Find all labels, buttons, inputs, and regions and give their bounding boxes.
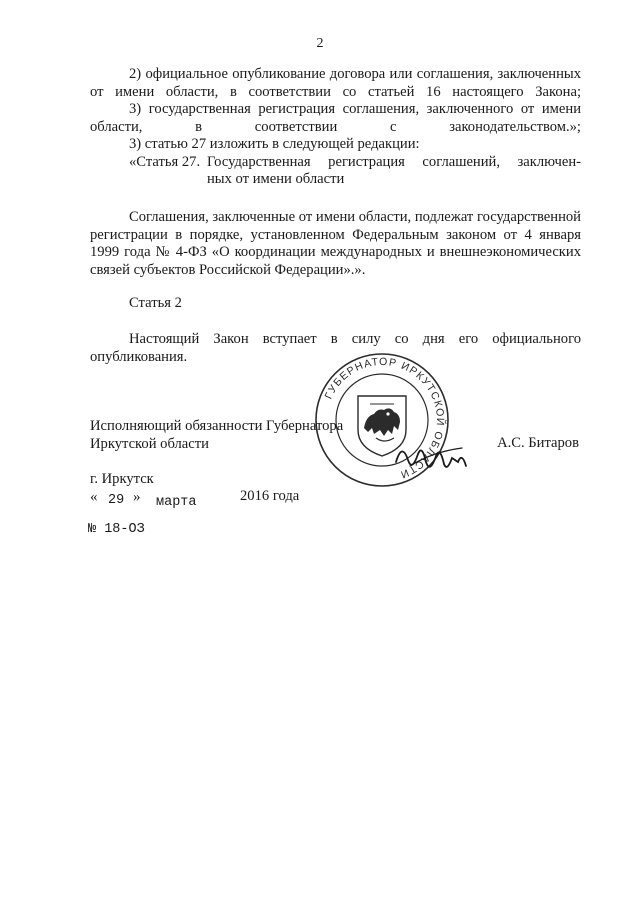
amendment-list [90,66,581,189]
article27-body-block [90,209,581,279]
handwritten-signature [392,432,472,480]
law-number: № 18-ОЗ [88,522,145,537]
signatory-position [90,418,343,453]
date-open-quote: « [90,489,98,505]
place-of-signing: г. Иркутск [90,471,154,487]
signatory-position-line1: Исполняющий обязанности Губернатора [90,418,344,434]
signatory-name: А.С. Битаров [497,435,579,451]
article27-title-line1: Государственная регистрация соглашений, заключен- [207,153,581,170]
date-close-quote: » [133,489,141,505]
article27-title-line2: ных от имени области [207,171,345,187]
article27-label: «Статья 27. [129,153,201,170]
article2-heading: Статья 2 [129,295,182,311]
signatory-position-line2: Иркутской области [90,435,209,452]
article27-title [207,154,581,189]
paragraph-item-2: 2) официальное опубликование договора или соглашения, заключенных от имени области, в соответствии со статьей 16 настоящего Закона; [90,66,581,100]
article2-heading-block [90,295,581,313]
date-day: 29 [108,493,125,508]
paragraph-article27-intro: 3) статью 27 изложить в следующей редакции: [129,136,420,152]
page-number: 2 [316,36,324,51]
seal-circular-text: ГУБЕРНАТОР ИРКУТСКОЙ ОБЛАСТИ [322,355,447,481]
article27-heading [90,154,581,189]
article2-body: Настоящий Закон вступает в силу со дня его официального опубликования. [90,331,581,365]
paragraph-item-3: 3) государственная регистрация соглашения, заключенного от имени области, в соответствии с законодательством.»; [90,101,581,135]
date-month: марта [156,495,197,510]
article27-body: Соглашения, заключенные от имени области, подлежат государственной регистрации в порядке, установленном Федеральным законом от 4 января 1999 года № 4-ФЗ «О координации международных и внешнеэкономических связей субъектов Российской Федерации».». [90,209,581,278]
date-year: 2016 года [240,488,300,504]
